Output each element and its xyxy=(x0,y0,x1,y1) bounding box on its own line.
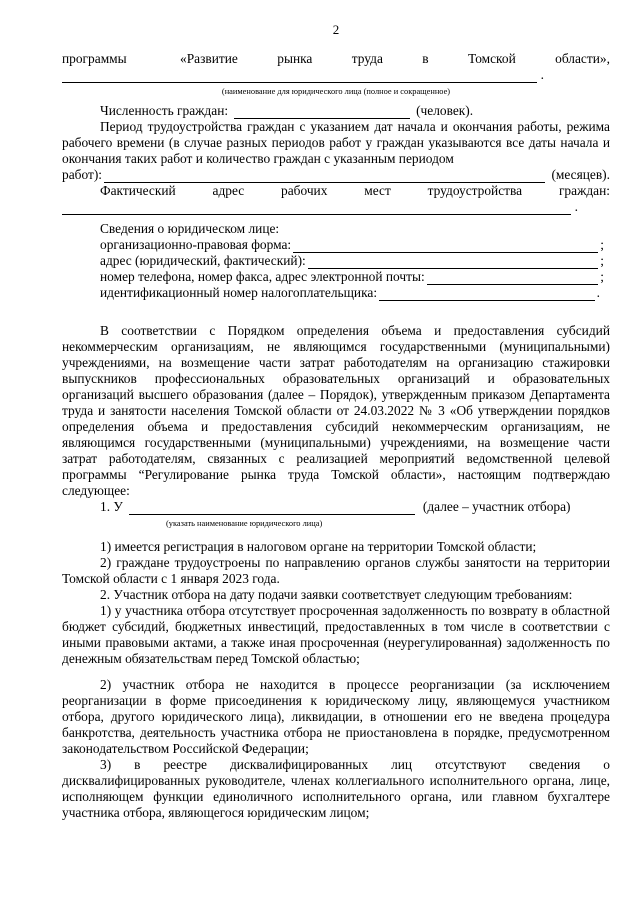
organization-name-caption: (наименование для юридического лица (полное и сокращенное) xyxy=(221,87,451,96)
item1-sub2: 2) граждане трудоустроены по направлению органов службы занятости на территории Томской области с 1 января 2023 года. xyxy=(62,555,610,586)
citizens-count-unit: (человек). xyxy=(416,103,474,118)
program-word: «Развитие xyxy=(180,51,238,66)
employment-period-field[interactable] xyxy=(104,170,545,183)
program-word: программы xyxy=(62,51,127,66)
organization-name-line[interactable] xyxy=(62,70,537,83)
employment-period-tail: работ): xyxy=(62,167,103,182)
program-word: Томской xyxy=(468,51,516,66)
inn-field[interactable] xyxy=(379,288,595,301)
contacts-row xyxy=(62,269,610,285)
end-mark: . xyxy=(574,199,578,214)
requirement-3: 3) в реестре дисквалифицированных лиц отсутствуют сведения о дисквалифицированных руководителе, членах коллегиального исполнительного органа, лице, исполняющем функции единоличного исполнительного органа, или главном бухгалтере участника отбора, являющегося юридическим лицом; xyxy=(62,757,610,820)
employment-period-unit: (месяцев). xyxy=(551,167,610,182)
address-word: мест xyxy=(364,183,391,198)
item1-prefix: 1. У xyxy=(100,499,123,514)
end-mark: ; xyxy=(600,269,604,284)
inn-label: идентификационный номер налогоплательщика: xyxy=(100,285,378,300)
contacts-field[interactable] xyxy=(427,272,599,285)
end-mark: . xyxy=(596,285,600,300)
end-mark: ; xyxy=(600,253,604,268)
legal-address-label: адрес (юридический, фактический): xyxy=(100,253,306,268)
legal-form-row xyxy=(62,237,610,253)
end-mark: . xyxy=(540,67,544,82)
requirement-2: 2) участник отбора не находится в процессе реорганизации (за исключением реорганизации в форме присоединения к юридическому лицу, являющемуся участником отбора, другого юридического лица), ликвидации, в отношении его не введена процедура банкротства, деятельность участника отбора не приостановлена в порядке, предусмотренном законодательством Российской Федерации; xyxy=(62,677,610,756)
item1-row xyxy=(62,499,610,515)
program-word: в xyxy=(422,51,429,66)
program-line xyxy=(62,51,610,67)
document-page xyxy=(62,22,610,821)
actual-address-field-row xyxy=(62,199,610,215)
legal-address-row xyxy=(62,253,610,269)
participant-name-field[interactable] xyxy=(129,502,415,515)
actual-address-row xyxy=(62,183,610,199)
legal-entity-title: Сведения о юридическом лице: xyxy=(100,221,280,236)
address-word: адрес xyxy=(212,183,245,198)
intro-paragraph: В соответствии с Порядком определения объема и предоставления субсидий некоммерческим организациям, не являющимся государственными (муниципальными) учреждениями, на возмещение части затрат работодателям на организацию стажировки выпускников профессиональных образовательных организаций и образовательных организаций высшего образования (далее – Порядок), утвержденным приказом Департамента труда и занятости населения Томской области от 24.03.2022 № 3 «Об утверждении порядков определения объема и предоставления субсидий некоммерческим организациям, не являющимся государственными (муниципальными) учреждениями, на возмещение части затрат работодателям, связанных с реализацией мероприятий ведомственной целевой программы “Регулирование рынка труда Томской области», настоящим подтверждаю следующее: xyxy=(62,323,610,498)
contacts-label: номер телефона, номер факса, адрес электронной почты: xyxy=(100,269,425,284)
end-mark: ; xyxy=(600,237,604,252)
citizens-count-row xyxy=(62,103,610,119)
organization-name-field xyxy=(62,67,610,83)
participant-name-caption: (указать наименование юридического лица) xyxy=(166,519,323,528)
address-word: Фактический xyxy=(100,183,176,198)
citizens-count-label: Численность граждан: xyxy=(100,103,229,118)
employment-period-row xyxy=(62,167,610,183)
legal-form-label: организационно-правовая форма: xyxy=(100,237,292,252)
page-number: 2 xyxy=(332,22,340,37)
requirement-1: 1) у участника отбора отсутствует просроченная задолженность по возврату в областной бюджет субсидий, бюджетных инвестиций, предоставленных в том числе в соответствии с иными правовыми актами, а также иная просроченная (неурегулированная) задолженность по денежным обязательствам перед Томской областью; xyxy=(62,603,610,666)
item1-suffix: (далее – участник отбора) xyxy=(422,499,571,514)
address-word: рабочих xyxy=(281,183,328,198)
citizens-count-field[interactable] xyxy=(234,106,410,119)
address-word: трудоустройства xyxy=(427,183,523,198)
item1-sub1: 1) имеется регистрация в налоговом органе на территории Томской области; xyxy=(100,539,537,554)
legal-address-field[interactable] xyxy=(308,256,599,269)
program-word: труда xyxy=(351,51,383,66)
actual-address-field[interactable] xyxy=(62,202,571,215)
item2-title: 2. Участник отбора на дату подачи заявки соответствует следующим требованиям: xyxy=(100,587,573,602)
legal-form-field[interactable] xyxy=(293,240,598,253)
employment-period-text: Период трудоустройства граждан с указанием дат начала и окончания работы, режима рабочего времени (в случае разных периодов работ у граждан указываются все даты начала и окончания таких работ и количество граждан с указанным периодом xyxy=(62,119,610,166)
inn-row xyxy=(62,285,610,301)
program-word: рынка xyxy=(277,51,313,66)
address-word: граждан: xyxy=(558,183,610,198)
program-word: области», xyxy=(555,51,610,66)
